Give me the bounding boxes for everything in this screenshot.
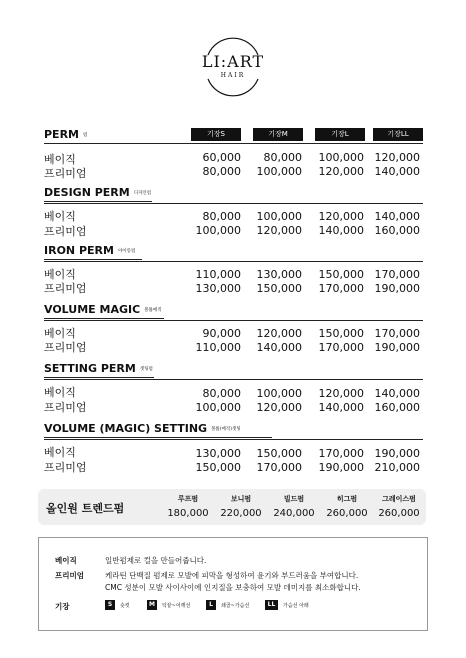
length-badge-ll: LL	[265, 600, 278, 610]
price-cell: 120,000	[256, 401, 302, 414]
section-divider	[44, 143, 423, 144]
section-divider	[44, 203, 423, 204]
price-cell: 170,000	[374, 327, 420, 340]
column-header-m: 기장M	[253, 128, 303, 141]
price-cell: 140,000	[374, 210, 420, 223]
brand-logo	[200, 27, 266, 103]
price-cell: 140,000	[318, 401, 364, 414]
price-cell: 90,000	[202, 327, 241, 340]
price-cell: 100,000	[195, 401, 241, 414]
price-cell: 100,000	[195, 224, 241, 237]
info-val-premium-2: CMC 성분이 모발 사이사이에 인지질을 보충하여 모발 데미지를 최소화합니다.	[105, 583, 361, 592]
price-cell: 110,000	[195, 268, 241, 281]
price-cell: 130,000	[256, 268, 302, 281]
info-key-premium: 프리미엄	[55, 571, 84, 580]
price-cell: 150,000	[256, 282, 302, 295]
price-cell: 100,000	[318, 151, 364, 164]
allin-title: 올인원 트렌드펌	[46, 502, 125, 515]
section-divider	[44, 261, 423, 262]
section-title-volume-magic-setting: VOLUME (MAGIC) SETTING 볼륨(매직)셋팅	[44, 422, 241, 435]
row-label: 베이직	[44, 327, 76, 340]
section-title-perm: PERM 펌	[44, 128, 88, 141]
info-box	[38, 537, 428, 631]
price-cell: 150,000	[318, 327, 364, 340]
section-title-setting-perm: SETTING PERM 셋팅펌	[44, 362, 153, 375]
price-cell: 80,000	[202, 210, 241, 223]
price-table-header	[44, 128, 423, 142]
allin-item-price: 260,000	[326, 508, 368, 519]
price-cell: 80,000	[202, 165, 241, 178]
price-cell: 120,000	[318, 387, 364, 400]
price-cell: 150,000	[318, 268, 364, 281]
section-underline	[44, 201, 152, 202]
price-cell: 100,000	[256, 210, 302, 223]
price-cell: 160,000	[374, 224, 420, 237]
length-text-ll: 가슴선 아래	[283, 603, 309, 609]
allin-item-name: 히그펌	[336, 495, 358, 503]
row-label: 베이직	[44, 210, 76, 223]
allin-item-price: 240,000	[273, 508, 315, 519]
price-cell: 60,000	[202, 151, 241, 164]
price-cell: 110,000	[195, 341, 241, 354]
price-cell: 130,000	[195, 447, 241, 460]
price-cell: 80,000	[202, 387, 241, 400]
allin-item	[162, 494, 214, 519]
allin-item	[215, 494, 267, 519]
price-cell: 120,000	[256, 327, 302, 340]
section-underline	[44, 377, 154, 378]
price-cell: 120,000	[256, 224, 302, 237]
section-title-design-perm: DESIGN PERM 디자인펌	[44, 186, 152, 199]
row-label: 프리미엄	[44, 282, 87, 295]
price-cell: 170,000	[318, 447, 364, 460]
allin-item-name: 그레이스펌	[382, 495, 416, 503]
price-cell: 120,000	[318, 165, 364, 178]
allin-item-price: 180,000	[167, 508, 209, 519]
price-cell: 160,000	[374, 401, 420, 414]
allin-item-name: 루프펌	[177, 495, 199, 503]
length-text-s: 숏컷	[120, 603, 130, 609]
price-cell: 140,000	[318, 224, 364, 237]
allin-trend-perm-box	[38, 489, 426, 525]
price-cell: 140,000	[374, 387, 420, 400]
section-divider	[44, 439, 423, 440]
column-header-ll: 기장LL	[373, 128, 423, 141]
section-title-volume-magic: VOLUME MAGIC 볼륨매직	[44, 303, 162, 316]
price-cell: 120,000	[374, 151, 420, 164]
row-label: 베이직	[44, 446, 76, 459]
allin-item-name: 보니펌	[230, 495, 252, 503]
row-label: 프리미엄	[44, 401, 87, 414]
allin-item-price: 220,000	[220, 508, 262, 519]
price-cell: 170,000	[318, 341, 364, 354]
price-cell: 100,000	[256, 165, 302, 178]
allin-item-name: 빌드펌	[283, 495, 305, 503]
row-label: 베이직	[44, 386, 76, 399]
price-cell: 190,000	[374, 341, 420, 354]
column-header-l: 기장L	[315, 128, 365, 141]
row-label: 프리미엄	[44, 461, 87, 474]
logo-subtext: HAIR	[220, 72, 246, 79]
price-cell: 120,000	[318, 210, 364, 223]
price-cell: 190,000	[374, 282, 420, 295]
section-divider	[44, 320, 423, 321]
section-underline	[44, 259, 142, 260]
column-header-s: 기장S	[191, 128, 241, 141]
row-label: 프리미엄	[44, 225, 87, 238]
price-cell: 150,000	[256, 447, 302, 460]
price-cell: 140,000	[256, 341, 302, 354]
allin-item	[268, 494, 320, 519]
length-badge-l: L	[206, 600, 216, 610]
row-label: 베이직	[44, 268, 76, 281]
length-badge-s: S	[105, 600, 115, 610]
info-key-length: 기장	[55, 602, 70, 611]
price-cell: 80,000	[263, 151, 302, 164]
row-label: 프리미엄	[44, 167, 87, 180]
info-val-premium-1: 케라틴 단백질 펌제로 모발에 피막을 형성하여 윤기와 부드러움을 부여합니다.	[105, 571, 359, 580]
price-cell: 190,000	[374, 447, 420, 460]
allin-item-price: 260,000	[378, 508, 420, 519]
price-cell: 150,000	[195, 461, 241, 474]
length-text-l: 쇄골~가슴선	[221, 603, 250, 609]
length-text-m: 턱끝~어깨선	[162, 603, 191, 609]
allin-item	[321, 494, 373, 519]
section-title-iron-perm: IRON PERM 아이롱펌	[44, 244, 136, 257]
allin-item	[373, 494, 425, 519]
section-divider	[44, 379, 423, 380]
price-cell: 100,000	[256, 387, 302, 400]
logo-text: LI:ART	[201, 52, 265, 71]
row-label: 베이직	[44, 153, 76, 166]
price-cell: 210,000	[374, 461, 420, 474]
row-label: 프리미엄	[44, 341, 87, 354]
price-cell: 140,000	[374, 165, 420, 178]
price-cell: 130,000	[195, 282, 241, 295]
price-cell: 170,000	[318, 282, 364, 295]
section-underline	[44, 437, 272, 438]
info-val-basic: 일반펌제로 컬을 만들어줍니다.	[105, 556, 207, 565]
price-cell: 170,000	[374, 268, 420, 281]
section-underline	[44, 318, 164, 319]
length-badge-m: M	[147, 600, 157, 610]
price-cell: 170,000	[256, 461, 302, 474]
info-key-basic: 베이직	[55, 556, 77, 565]
price-cell: 190,000	[318, 461, 364, 474]
